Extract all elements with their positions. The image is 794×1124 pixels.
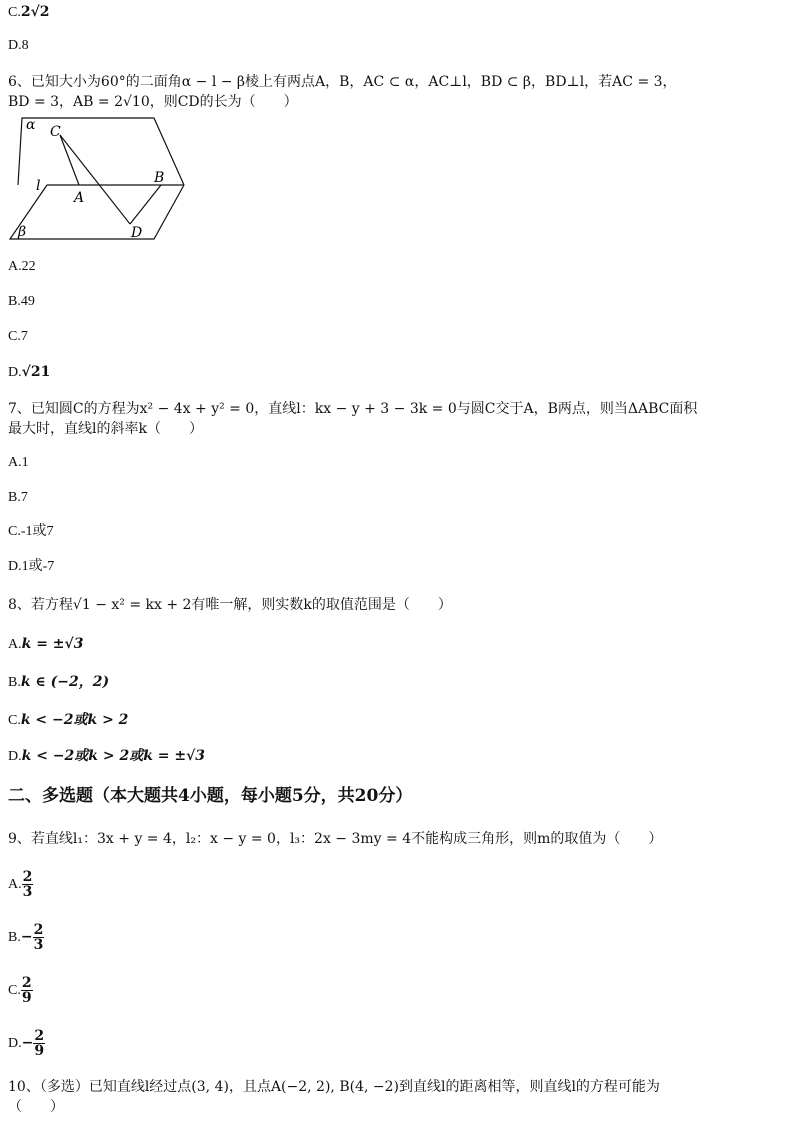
option-value: 7 xyxy=(20,490,28,505)
option-prefix: A. xyxy=(8,877,22,892)
segment-cd xyxy=(60,135,130,224)
fraction xyxy=(33,923,45,952)
q7-stem-line1 xyxy=(8,399,786,419)
option-prefix: D. xyxy=(8,559,22,574)
option-prefix: B. xyxy=(8,490,21,505)
fraction-numerator: 2 xyxy=(33,922,44,939)
option-prefix: A. xyxy=(8,637,22,652)
option-prefix: A. xyxy=(8,455,22,470)
segment-ac xyxy=(60,135,79,185)
section-2-heading: 二、多选题（本大题共4小题，每小题5分，共20分） xyxy=(8,786,413,806)
q6-option-c xyxy=(8,327,786,347)
question-text: （ ） xyxy=(8,1099,64,1115)
q6-option-a xyxy=(8,257,786,277)
option-prefix: D. xyxy=(8,38,22,53)
fraction-denominator: 3 xyxy=(33,937,44,954)
label-b: B xyxy=(154,170,165,186)
q9-option-d xyxy=(8,1023,786,1064)
dihedral-angle-figure xyxy=(6,114,191,244)
label-c: C xyxy=(50,124,61,140)
q8-stem xyxy=(8,595,786,615)
option-prefix: C. xyxy=(8,5,21,20)
option-value: k ∈ (−2，2) xyxy=(20,674,110,690)
q7-option-b xyxy=(8,488,786,508)
q6-stem-line2 xyxy=(8,92,786,112)
fraction-numerator: 2 xyxy=(21,975,32,992)
question-number: 6、 xyxy=(8,74,31,90)
label-l: l xyxy=(36,178,41,194)
question-text: （多选）已知直线l经过点(3, 4)，且点A(−2, 2), B(4, −2)到直线l的距离相等，则直线l的方程可能为 xyxy=(39,1079,660,1095)
fraction xyxy=(21,976,33,1005)
label-a: A xyxy=(74,190,85,206)
option-prefix: B. xyxy=(8,294,21,309)
question-text: 已知圆C的方程为x² − 4x + y² = 0，直线l：kx − y + 3 − 3k = 0与圆C交于A，B两点，则当ΔABC面积 xyxy=(30,401,698,417)
q10-stem-line1 xyxy=(8,1077,786,1097)
option-prefix: D. xyxy=(8,365,22,380)
fraction xyxy=(33,1029,45,1058)
option-value: k = ±√3 xyxy=(21,636,84,652)
q6-option-d xyxy=(8,362,786,383)
fraction xyxy=(22,870,34,899)
option-value: 22 xyxy=(21,259,36,274)
option-value: k < −2或k > 2或k = ±√3 xyxy=(21,748,206,764)
q7-option-c xyxy=(8,522,786,542)
q6-option-b xyxy=(8,292,786,312)
option-value: 8 xyxy=(21,38,29,53)
q8-option-d xyxy=(8,746,786,767)
q9-stem xyxy=(8,829,786,849)
option-prefix: C. xyxy=(8,524,21,539)
question-text: 已知大小为60°的二面角α − l − β棱上有两点A，B，AC ⊂ α，AC⊥l，BD ⊂ β，BD⊥l，若AC = 3， xyxy=(30,74,677,90)
option-prefix: D. xyxy=(8,1036,22,1051)
option-prefix: B. xyxy=(8,930,21,945)
q9-option-c xyxy=(8,970,786,1011)
fraction-denominator: 9 xyxy=(21,990,32,1007)
q5-option-d xyxy=(8,36,786,56)
question-text: 若方程√1 − x² = kx + 2有唯一解，则实数k的取值范围是（ ） xyxy=(30,597,452,613)
option-prefix: B. xyxy=(8,675,21,690)
option-sign: − xyxy=(21,1035,34,1051)
q8-option-b xyxy=(8,672,786,693)
segment-bd xyxy=(130,185,161,224)
option-prefix: C. xyxy=(8,329,21,344)
option-value: 7 xyxy=(20,329,28,344)
q8-option-c xyxy=(8,710,786,731)
label-beta: β xyxy=(18,224,27,240)
option-prefix: C. xyxy=(8,983,21,998)
q9-option-a xyxy=(8,864,786,905)
option-prefix: C. xyxy=(8,713,21,728)
question-number: 8、 xyxy=(8,597,31,613)
question-text: 若直线l₁：3x + y = 4，l₂：x − y = 0，l₃：2x − 3my = 4不能构成三角形，则m的取值为（ ） xyxy=(30,831,663,847)
label-alpha: α xyxy=(26,117,36,133)
question-number: 10、 xyxy=(8,1079,40,1095)
option-value: √21 xyxy=(21,364,51,380)
q8-option-a xyxy=(8,634,786,655)
q7-option-a xyxy=(8,453,786,473)
q6-stem-line1 xyxy=(8,72,786,92)
q10-stem-line2 xyxy=(8,1097,786,1117)
option-value: 2√2 xyxy=(20,4,50,20)
option-value: k < −2或k > 2 xyxy=(20,712,129,728)
option-value: 1或-7 xyxy=(21,559,55,574)
q7-stem-line2 xyxy=(8,419,786,439)
option-prefix: D. xyxy=(8,749,22,764)
option-value: 1 xyxy=(21,455,29,470)
question-text: BD = 3，AB = 2√10，则CD的长为（ ） xyxy=(8,94,298,110)
option-value: -1或7 xyxy=(20,524,54,539)
q9-option-b xyxy=(8,917,786,958)
q5-option-c xyxy=(8,2,786,23)
question-number: 9、 xyxy=(8,831,31,847)
option-prefix: A. xyxy=(8,259,22,274)
option-value: 49 xyxy=(20,294,35,309)
label-d: D xyxy=(131,225,143,241)
fraction-numerator: 2 xyxy=(34,1028,45,1045)
option-sign: − xyxy=(20,929,33,945)
fraction-numerator: 2 xyxy=(22,869,33,886)
fraction-denominator: 9 xyxy=(34,1043,45,1060)
question-number: 7、 xyxy=(8,401,31,417)
q7-option-d xyxy=(8,557,786,577)
question-text: 最大时，直线l的斜率k（ ） xyxy=(8,421,203,437)
fraction-denominator: 3 xyxy=(22,884,33,901)
